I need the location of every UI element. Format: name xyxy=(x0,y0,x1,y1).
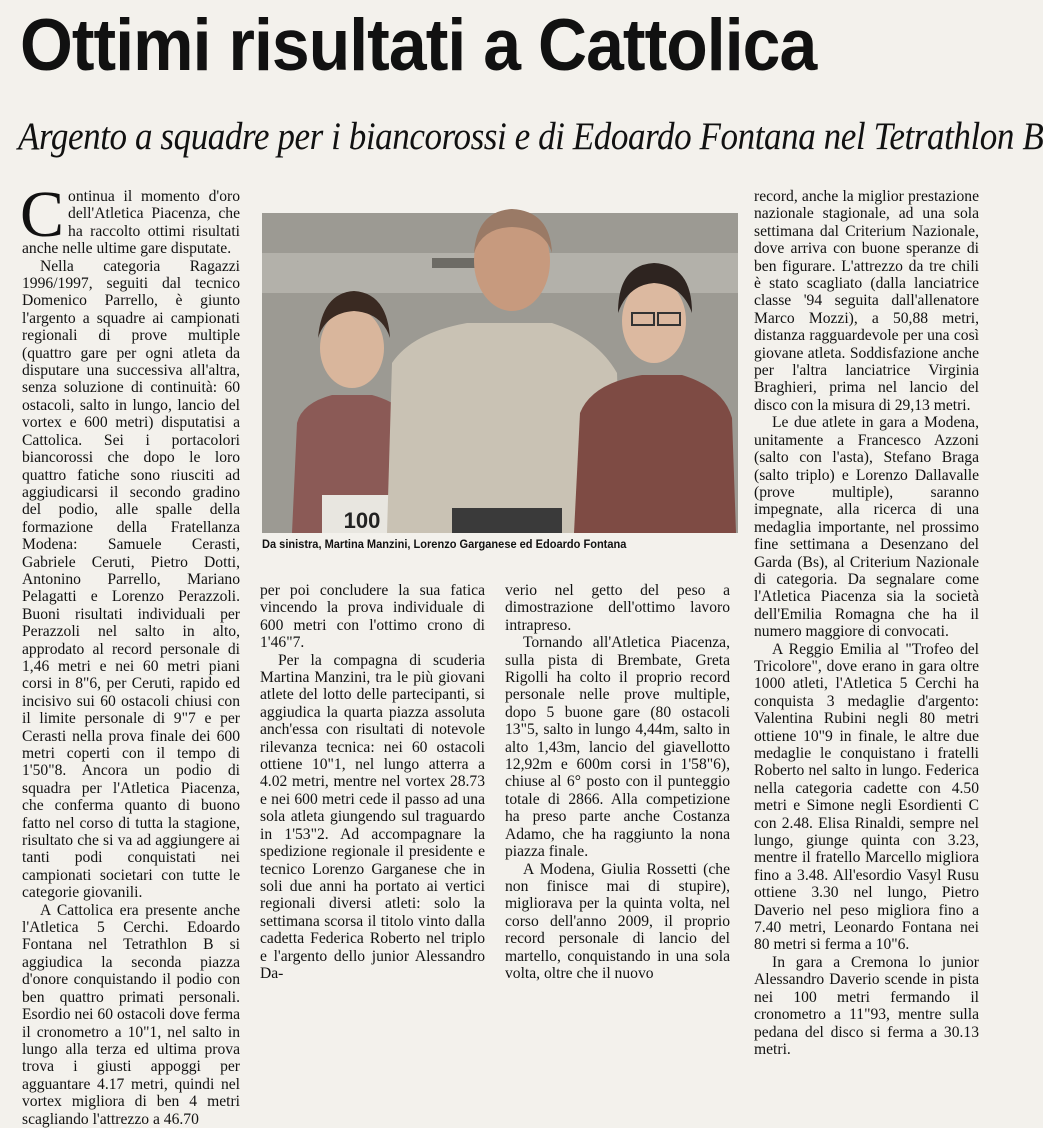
paragraph: verio nel getto del peso a dimostrazione dell'ottimo lavoro intrapreso. xyxy=(505,582,730,634)
drop-cap: C xyxy=(20,178,65,251)
paragraph: Continua il momento d'oro dell'Atletica Piacenza, che ha raccolto ottimi risultati anche nelle ultime gare disputate. xyxy=(20,178,240,258)
paragraph: record, anche la miglior prestazione nazionale stagionale, ad una sola settimana dal Criterium Nazionale, dove arriva con buone speranze di ben figurare. L'attrezzo da tre chili è stato scagliato (dalla lanciatrice classe '94 seguita dall'allenatore Marco Mozzi), a 50,88 metri, distanza ragguardevole per una così giovane atleta. Soddisfazione anche per l'altra lanciatrice Virginia Braghieri, prima nel lancio del disco con la misura di 29,13 metri. xyxy=(754,188,979,414)
paragraph: A Reggio Emilia al "Trofeo del Tricolore", dove erano in gara oltre 1000 atleti, l'Atletica 5 Cerchi ha conquista 3 medaglie d'argento: Valentina Rubini negli 80 metri ottiene 10"9 in finale, le altre due medaglie le conquistano i fratelli Roberto nel salto in lungo. Federica nella categoria cadette con 4.50 metri e Simone negli Esordienti C con 2.48. Elisa Rinaldi, sempre nel lungo, giunge quinta con 3.23, mentre il fratello Marcello migliora fino a 3.48. All'esordio Vasyl Rusu ottiene 3.30 nel lungo, Pietro Daverio nel peso migliora fino a 7.40 metri, Leonardo Fontana nei 80 metri si ferma a 10"6. xyxy=(754,640,979,954)
article-column-2 xyxy=(260,582,485,982)
bib-number: 100 xyxy=(343,508,381,533)
article-column-4 xyxy=(754,188,979,1058)
paragraph: Tornando all'Atletica Piacenza, sulla pista di Brembate, Greta Rigolli ha colto il proprio record personale nelle prove multiple, dopo 5 buone gare (80 ostacoli 13"5, salto in lungo 4,44m, salto in alto 1,43m, lancio del giavellotto 12,92m e 600m corsi in 1'58"6), chiuse al 6° posto con il punteggio totale di 2866. Alla competizione ha preso parte anche Costanza Adamo, che ha raggiunto la nona piazza finale. xyxy=(505,634,730,861)
article-column-3 xyxy=(505,582,730,982)
photo-caption: Da sinistra, Martina Manzini, Lorenzo Garganese ed Edoardo Fontana xyxy=(262,537,627,551)
subheadline: Argento a squadre per i biancorossi e di Edoardo Fontana nel Tetrathlon B xyxy=(18,115,1043,158)
photo-illustration xyxy=(262,213,738,533)
article-column-1 xyxy=(20,178,240,1128)
headline: Ottimi risultati a Cattolica xyxy=(20,5,817,86)
paragraph: In gara a Cremona lo junior Alessandro Daverio scende in pista nei 100 metri fermando il cronometro a 11"93, mentre sulla pedana del disco si ferma a 30.13 metri. xyxy=(754,953,979,1058)
paragraph: A Modena, Giulia Rossetti (che non finisce mai di stupire), migliorava per la quinta volta, nel corso dell'anno 2009, il proprio record personale di lancio del martello, conquistando in una sola volta, oltre che il nuovo xyxy=(505,860,730,982)
paragraph: Le due atlete in gara a Modena, unitamente a Francesco Azzoni (salto con l'asta), Stefano Braga (salto triplo) e Lorenzo Dallavalle (prove multiple), saranno impegnate, alla ricerca di una medaglia importante, nel prossimo fine settimana a Desenzano del Garda (Bs), al Criterium Nazionale di categoria. Da segnalare come l'Atletica Piacenza sia la società dell'Emilia Romagna che ha il numero maggiore di convocati. xyxy=(754,414,979,641)
photo xyxy=(262,213,738,533)
paragraph: per poi concludere la sua fatica vincendo la prova individuale di 600 metri con l'ottimo crono di 1'46"7. xyxy=(260,582,485,652)
paragraph: Nella categoria Ragazzi 1996/1997, seguiti dal tecnico Domenico Parrello, è giunto l'argento a squadre ai campionati regionali di prove multiple (quattro gare per ogni atleta da disputare una successiva all'altra, senza soluzione di continuità: 60 ostacoli, salto in lungo, lancio del vortex e 600 metri) disputatisi a Cattolica. Sei i portacolori biancorossi che dopo le loro quattro fatiche sono riusciti ad aggiudicarsi il secondo gradino del podio, alle spalle della formazione della Fratellanza Modena: Samuele Cerasti, Gabriele Ceruti, Pietro Dotti, Antonino Parrello, Mariano Pelagatti e Lorenzo Perazzoli. Buoni risultati individuali per Perazzoli nel salto in alto, approdato al record personale di 1,46 metri e nei 60 metri piani corsi in 8"6, per Ceruti, rapido ed incisivo sui 60 ostacoli chiusi con il limite personale di 9"7 e per Cerasti nella prova finale dei 600 metri coperti con il tempo di 1'50"8. Ancora un podio di squadra per l'Atletica Piacenza, che conferma quanto di buono fatto nel corso di tutta la stagione, risultato che si va ad aggiungere ai tanti podi conquistati nei campionati societari con tutte le categorie giovanili. xyxy=(22,257,240,902)
paragraph: Per la compagna di scuderia Martina Manzini, tra le più giovani atlete del lotto delle partecipanti, si aggiudica la quarta piazza assoluta anch'essa con risultati di notevole rilevanza tecnica: nei 60 ostacoli ottiene 10"1, nel lungo atterra a 4.02 metri, mentre nel vortex 28.73 e nei 600 metri cede il passo ad una sola atleta giungendo sul traguardo in 1'53"2. Ad accompagnare la spedizione regionale il presidente e tecnico Lorenzo Garganese che in soli due anni ha portato ai vertici regionali diversi atleti: solo la settimana scorsa il titolo vinto dalla cadetta Federica Roberto nel triplo e l'argento dello junior Alessandro Da- xyxy=(260,651,485,982)
paragraph: A Cattolica era presente anche l'Atletica 5 Cerchi. Edoardo Fontana nel Tetrathlon B si aggiudica la seconda piazza d'onore conquistando il podio con ben quattro primati personali. Esordio nei 60 ostacoli dove ferma il cronometro a 10"1, nel salto in lungo alla terza ed ultima prova trova i giusti appoggi per agguantare 4.17 metri, quindi nel vortex migliora di ben 4 metri scagliando l'attrezzo a 46.70 xyxy=(22,901,240,1128)
